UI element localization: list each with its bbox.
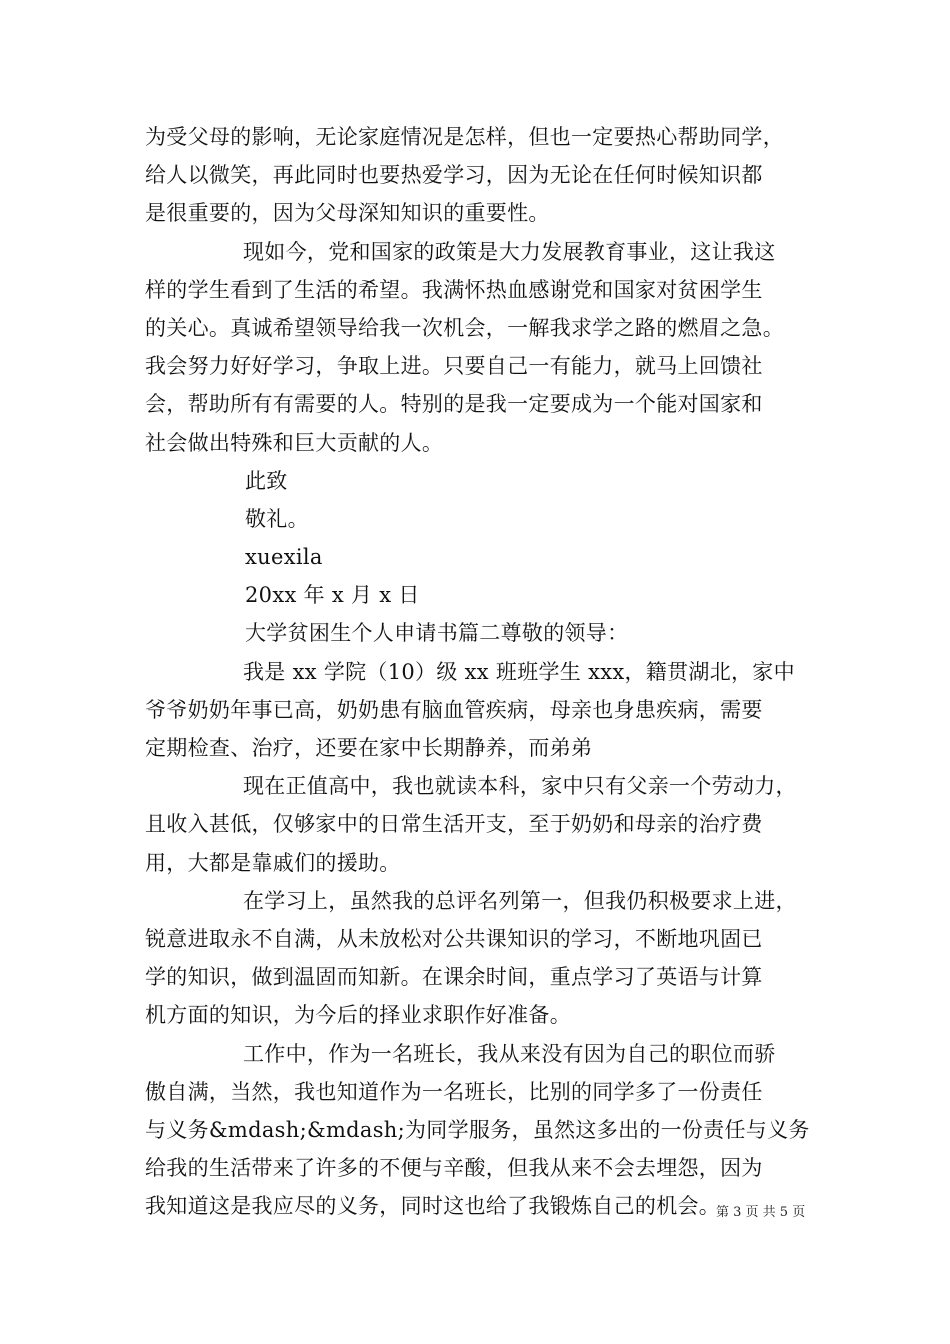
paragraph-start-line: 现在正值高中，我也就读本科，家中只有父亲一个劳动力， [243,774,797,799]
text-line: 定期检查、治疗，还要在家中长期静养，而弟弟 [145,736,593,760]
text-line: 爷爷奶奶年事已高，奶奶患有脑血管疾病，母亲也身患疾病，需要 [145,697,763,722]
text-line: 给人以微笑，再此同时也要热爱学习，因为无论在任何时候知识都 [145,163,763,188]
text-line: 用，大都是靠戚们的援助。 [145,850,401,875]
text-line: 我会努力好好学习，争取上进。只要自己一有能力，就马上回馈社 [145,354,763,379]
text-line: 会，帮助所有有需要的人。特别的是我一定要成为一个能对国家和 [145,392,763,417]
text-line: 我知道这是我应尽的义务，同时这也给了我锻炼自己的机会。 [145,1194,721,1219]
section-heading: 大学贫困生个人申请书篇二尊敬的领导： [245,621,629,646]
signature-date: 20xx 年 x 月 x 日 [245,583,420,608]
page-number-footer: 第 3 页 共 5 页 [716,1205,806,1220]
text-line: 且收入甚低，仅够家中的日常生活开支，至于奶奶和母亲的治疗费 [145,812,763,837]
text-line: 傲自满，当然，我也知道作为一名班长，比别的同学多了一份责任 [145,1079,763,1104]
text-line: 为受父母的影响，无论家庭情况是怎样，但也一定要热心帮助同学， [145,125,784,149]
text-line: 与义务&mdash;&mdash;为同学服务，虽然这多出的一份责任与义务 [145,1117,810,1142]
signature-name: xuexila [245,545,323,570]
letter-body [145,118,815,1225]
paragraph-start-line: 现如今，党和国家的政策是大力发展教育事业，这让我这 [243,239,776,264]
text-line: 给我的生活带来了许多的不便与辛酸，但我从来不会去埋怨，因为 [145,1156,763,1181]
text-line: 样的学生看到了生活的希望。我满怀热血感谢党和国家对贫困学生 [145,277,763,302]
text-line: 是很重要的，因为父母深知知识的重要性。 [145,201,550,226]
text-line: 机方面的知识，为今后的择业求职作好准备。 [145,1003,571,1028]
closing-regards: 敬礼。 [245,506,309,531]
paragraph-start-line: 工作中，作为一名班长，我从来没有因为自己的职位而骄 [243,1041,776,1066]
text-line: 的关心。真诚希望领导给我一次机会，一解我求学之路的燃眉之急。 [145,315,784,340]
text-line: 学的知识，做到温固而知新。在课余时间，重点学习了英语与计算 [145,965,763,990]
text-line: 锐意进取永不自满，从未放松对公共课知识的学习，不断地巩固已 [145,926,763,951]
paragraph-start-line: 我是 xx 学院（10）级 xx 班班学生 xxx，籍贯湖北，家中 [243,659,795,684]
text-line: 社会做出特殊和巨大贡献的人。 [145,430,444,455]
paragraph-start-line: 在学习上，虽然我的总评名列第一，但我仍积极要求上进， [243,888,797,913]
closing-salutation: 此致 [245,468,288,493]
